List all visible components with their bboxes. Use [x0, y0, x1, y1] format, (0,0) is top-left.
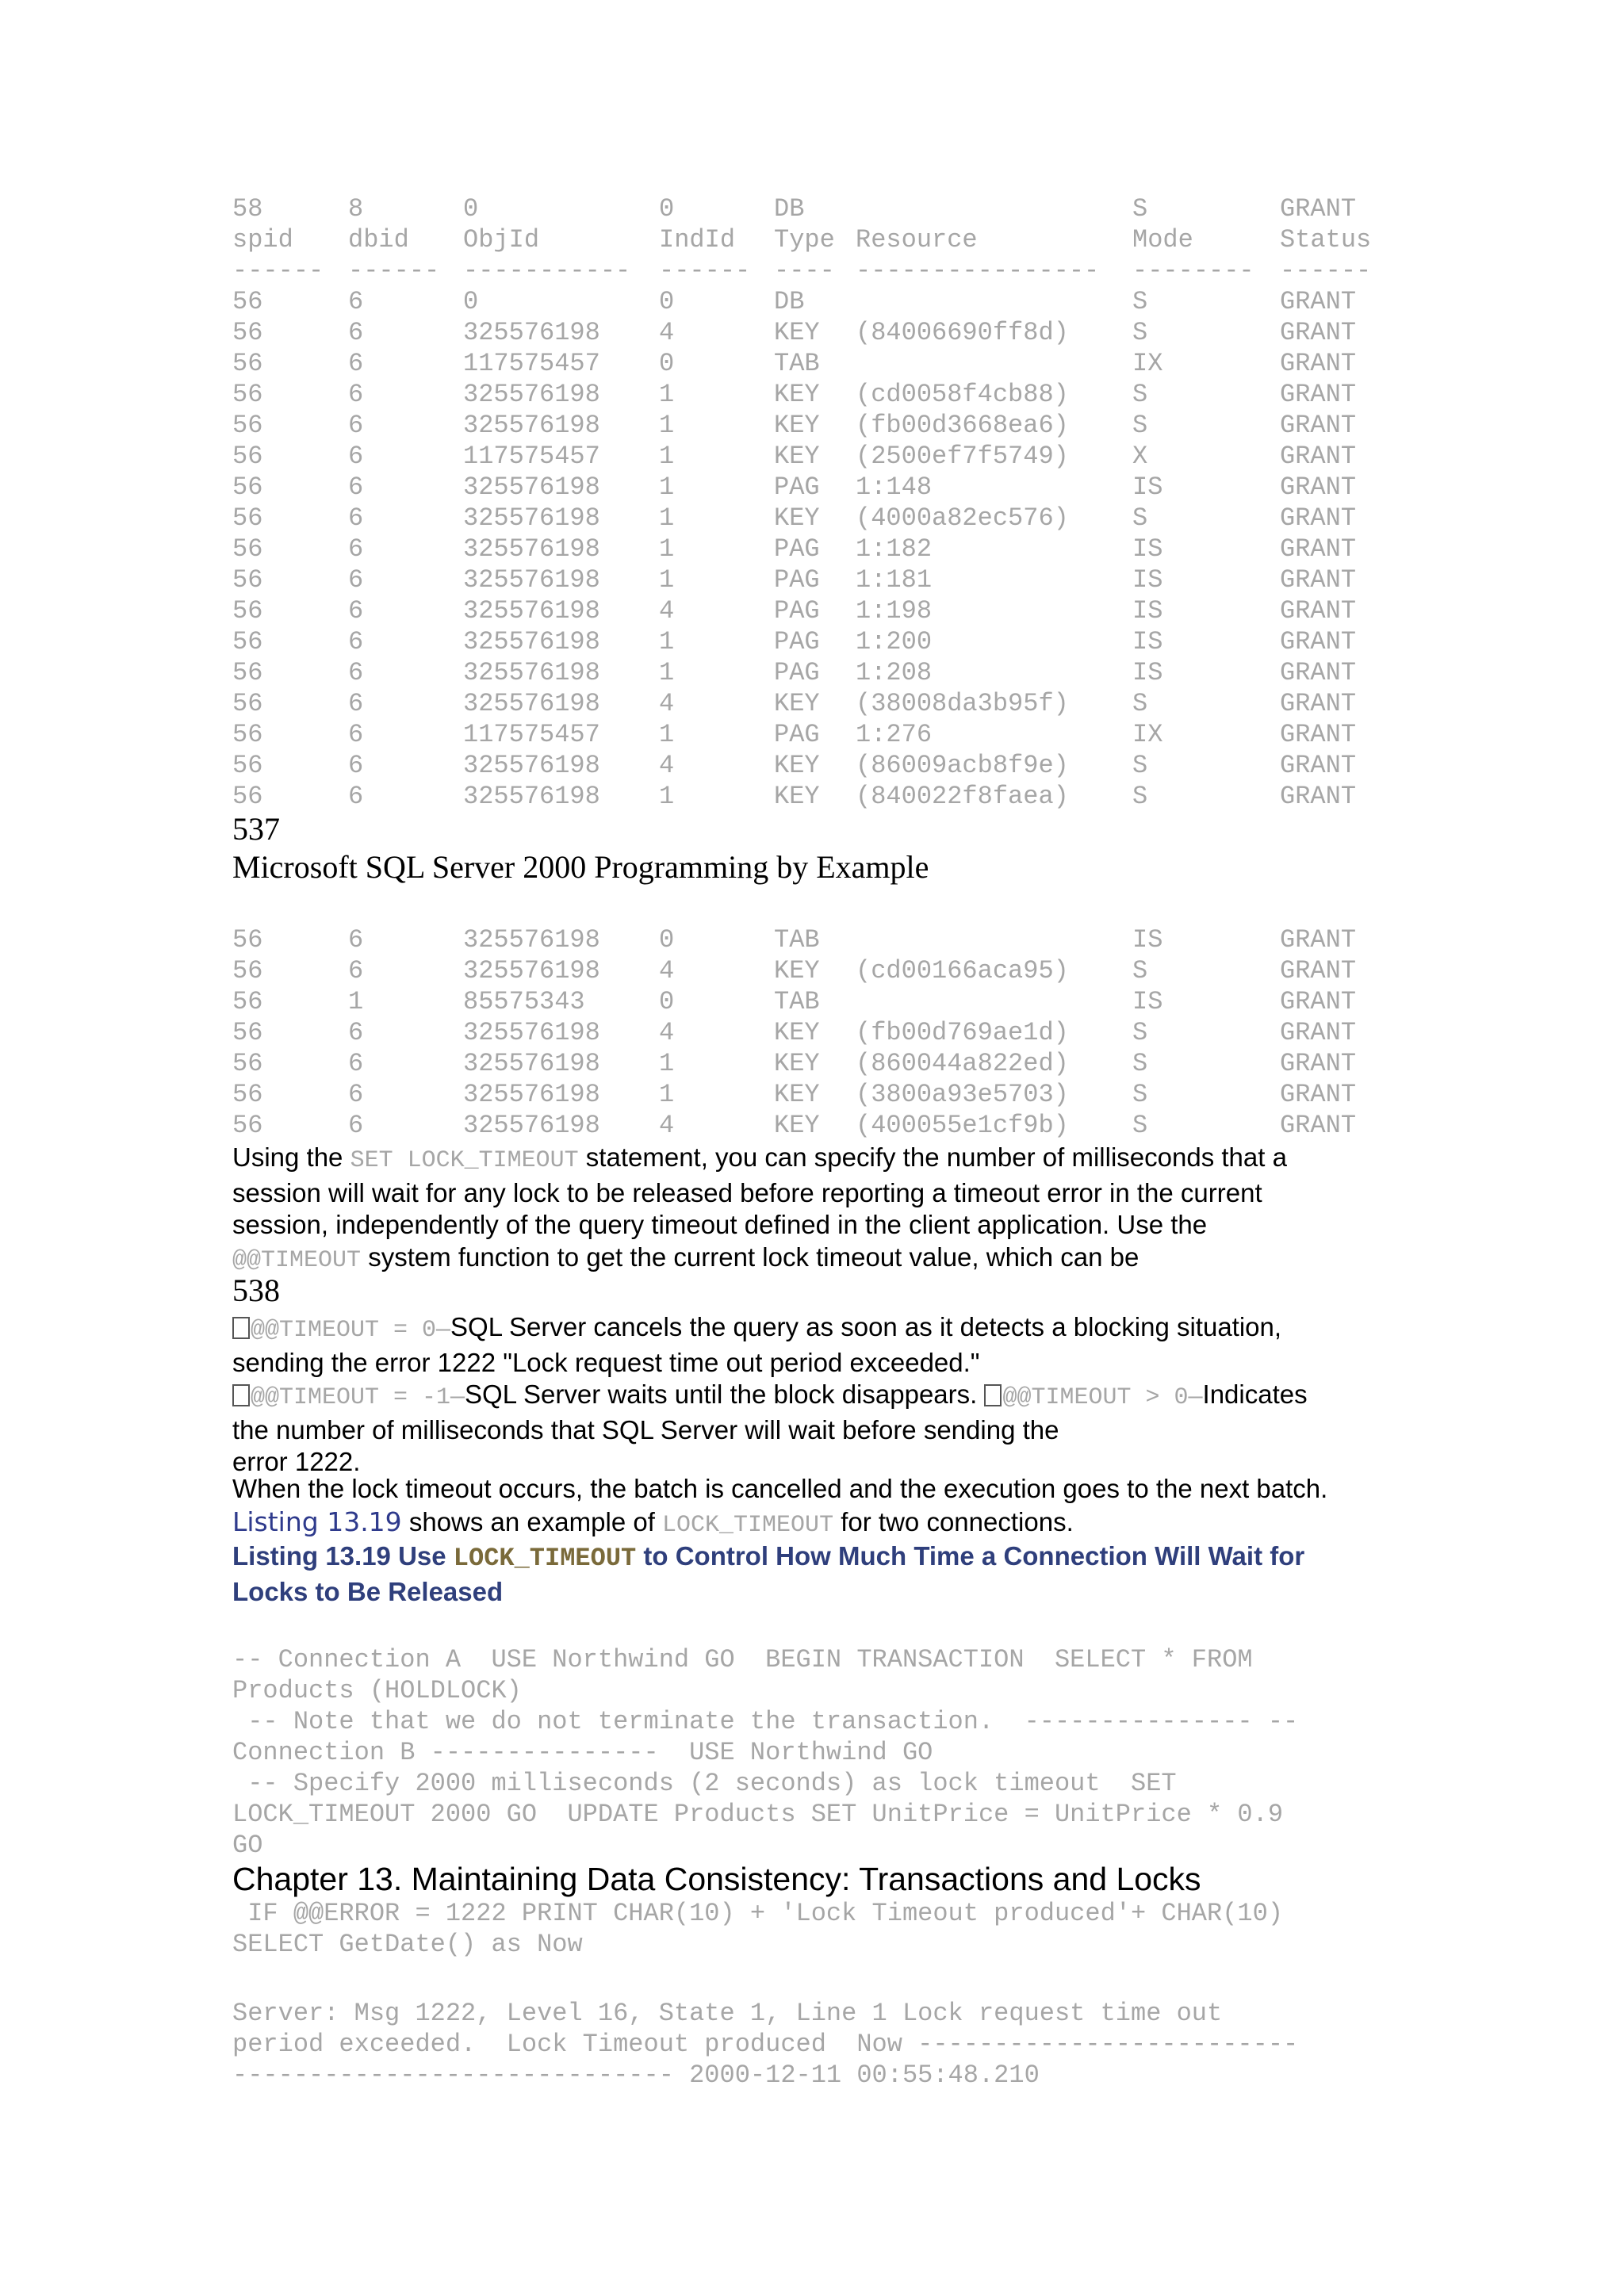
code-line: GO	[232, 1831, 263, 1860]
table-row: 56 6 325576198 1 KEY (cd0058f4cb88) S GRANT	[232, 380, 1357, 409]
code-line: period exceeded. Lock Timeout produced Now -------------------------	[232, 2030, 1299, 2059]
listing-caption: Listing 13.19 Use LOCK_TIMEOUT to Control How Much Time a Connection Will Wait for Locks to Be Released	[232, 1541, 1305, 1606]
lock-table-separator: ------ ------ ----------- ------ ---- ---------------- -------- ------	[232, 256, 1372, 285]
book-title: Microsoft SQL Server 2000 Programming by Example	[232, 849, 929, 885]
lock-table-1-body	[232, 286, 1357, 812]
page-number: 537	[232, 811, 280, 847]
bullet-box-icon	[232, 1317, 250, 1339]
page-number: 538	[232, 1272, 280, 1308]
table-row: 56 6 325576198 1 PAG 1:208 IS GRANT	[232, 658, 1357, 687]
code-line: Connection B --------------- USE Northwind GO	[232, 1738, 933, 1767]
code-line: ----------------------------- 2000-12-11 00:55:48.210	[232, 2061, 1040, 2090]
table-row: 56 6 325576198 1 KEY (4000a82ec576) S GRANT	[232, 503, 1357, 533]
list-item: @@TIMEOUT = -1—SQL Server waits until the block disappears. @@TIMEOUT > 0—Indicates	[232, 1379, 1398, 1414]
table-row: 56 6 325576198 4 PAG 1:198 IS GRANT	[232, 596, 1357, 626]
code-line: Products (HOLDLOCK)	[232, 1676, 522, 1705]
code-line: Server: Msg 1222, Level 16, State 1, Line 1 Lock request time out	[232, 1999, 1223, 2028]
listing-link[interactable]: Listing 13.19	[232, 1506, 402, 1537]
bullet-box-icon	[984, 1384, 1002, 1406]
inline-code: SET LOCK_TIMEOUT	[350, 1147, 579, 1174]
lock-table-1	[232, 193, 1372, 812]
list-item: @@TIMEOUT = 0—SQL Server cancels the query as soon as it detects a blocking situation,	[232, 1311, 1398, 1347]
code-listing-2	[232, 1898, 1283, 1960]
table-row: 56 6 325576198 1 KEY (840022f8faea) S GRANT	[232, 782, 1357, 811]
table-row: 56 6 325576198 1 PAG 1:181 IS GRANT	[232, 565, 1357, 595]
code-line: IF @@ERROR = 1222 PRINT CHAR(10) + 'Lock Timeout produced'+ CHAR(10)	[232, 1899, 1284, 1928]
table-row: 56 6 325576198 1 PAG 1:148 IS GRANT	[232, 473, 1357, 502]
code-line: -- Connection A USE Northwind GO BEGIN TRANSACTION SELECT * FROM	[232, 1645, 1253, 1674]
table-row: 56 6 0 0 DB S GRANT	[232, 287, 1357, 316]
bullet-box-icon	[232, 1384, 250, 1406]
code-line: SELECT GetDate() as Now	[232, 1930, 583, 1959]
paragraph-batch-cancelled: When the lock timeout occurs, the batch is cancelled and the execution goes to the next batch.	[232, 1474, 1328, 1503]
code-line: -- Specify 2000 milliseconds (2 seconds) as lock timeout SET	[232, 1769, 1177, 1798]
table-row: 56 6 325576198 1 PAG 1:182 IS GRANT	[232, 534, 1357, 564]
table-row: 56 6 117575457 0 TAB IX GRANT	[232, 349, 1357, 378]
chapter-title: Chapter 13. Maintaining Data Consistency: Transactions and Locks	[232, 1861, 1201, 1897]
table-row: 56 6 325576198 1 KEY (fb00d3668ea6) S GRANT	[232, 411, 1357, 440]
paragraph-listing-reference: Listing 13.19 shows an example of LOCK_TIMEOUT for two connections.	[232, 1506, 1074, 1539]
document-page: 58 8 0 0 DB S GRANT spid dbid ObjId IndId Type Resource Mode Status ------ ------ ----------- ------ ---- ---------------- -------- ------ 56 6 0 0 DB S GRANT 56 6 325576198 4 KEY (84006690ff8d) S GRANT 56 6 117575457 0 TAB IX GRANT 56 6 325576198 1 KEY (cd0058f4cb88) S GRANT 56 6 325576198 1 KEY (fb00d3668ea6) S GRANT 56 6 117575457 1 KEY (2500ef7f5749) X GRANT 56 6 325576198 1 PAG 1:148 IS GRANT 56 6 325576198 1 KEY (4000a82ec576) S GRANT 56 6 325576198 1 PAG 1:182 IS GRANT 56 6 325576198 1 PAG 1:181 IS GRANT 56 6 325576198 4 PAG 1:198 IS GRANT 56 6 325576198 1 PAG 1:200 IS GRANT 56 6 325576198 1 PAG 1:208 IS GRANT 56 6 325576198 4 KEY (38008da3b95f) S GRANT 56 6 117575457 1 PAG 1:276 IX GRANT 56 6 325576198 4 KEY (86009acb8f9e) S GRANT 56 6 325576198 1 KEY (840022f8faea) S GRANT 537 Microsoft SQL Server 2000 Programming by Example 56 6 325576198 0 TAB IS GRANT 56 6 325576198 4 KEY (cd00166aca95) S GRANT 56 1 85575343 0 TAB IS GRANT 56 6 325576198 4 KEY (fb00d769ae1d) S GRANT 56 6 325576198 1 KEY (860044a822ed) S GRANT 56 6 325576198 1 KEY (3800a93e5703) S GRANT 56 6 325576198 4 KEY (400055e1cf9b) S GRANT Using the SET LOCK_TIMEOUT statement, you can specify the number of milliseconds that a session will wait for any lock to be released before reporting a timeout error in the current session, independently of the query timeout defined in the client application. Use the @@TIMEOUT system function to get the current lock timeout value, which can be 538 @@TIMEOUT = 0—SQL Server cancels the query as soon as it detects a blocking situation, sending the error 1222 "Lock request time out period exceeded." @@TIMEOUT = -1—SQL Server waits until the block disappears. @@TIMEOUT > 0—Indicates the number of milliseconds that SQL Server will wait before sending the error 1222. When the lock timeout occurs, the batch is cancelled and the execution goes to the next batch. Listing 13.19 shows an example of LOCK_TIMEOUT for two connections. Listing 13.19 Use LOCK_TIMEOUT to Control How Much Time a Connection Will Wait for Locks to Be Released -- Connection A USE Northwind GO BEGIN TRANSACTION SELECT * FROM Products (HOLDLOCK) -- Note that we do not terminate the transaction. --------------- -- Connection B --------------- USE Northwind GO -- Specify 2000 milliseconds (2 seconds) as lock timeout SET LOCK_TIMEOUT 2000 GO UPDATE Products SET UnitPrice = UnitPrice * 0.9 GO Chapter 13. Maintaining Data Consistency: Transactions and Locks IF @@ERROR = 1222 PRINT CHAR(10) + 'Lock Timeout produced'+ CHAR(10) SELECT GetDate() as Now Server: Msg 1222, Level 16, State 1, Line 1 Lock request time out period exceeded. Lock Timeout produced Now ------------------------- ----------------------------- 2000-12-11 00:55:48.210	[0, 0, 1624, 2296]
code-line: -- Note that we do not terminate the transaction. --------------- --	[232, 1707, 1299, 1736]
code-line: LOCK_TIMEOUT 2000 GO UPDATE Products SET UnitPrice = UnitPrice * 0.9	[232, 1800, 1284, 1829]
table-row: 56 6 117575457 1 KEY (2500ef7f5749) X GRANT	[232, 442, 1357, 471]
code-listing-1	[232, 1644, 1298, 1861]
inline-code: @@TIMEOUT	[232, 1246, 362, 1274]
inline-code: LOCK_TIMEOUT	[662, 1512, 834, 1539]
table-row: 56 6 117575457 1 PAG 1:276 IX GRANT	[232, 720, 1357, 749]
table-row: 56 6 325576198 4 KEY (84006690ff8d) S GRANT	[232, 318, 1357, 347]
timeout-values-list: @@TIMEOUT = 0—SQL Server cancels the query as soon as it detects a blocking situation, sending the error 1222 "Lock request time out period exceeded." @@TIMEOUT = -1—SQL Server waits until the block disappears. @@TIMEOUT > 0—Indicates the number of milliseconds that SQL Server will wait before sending the error 1222.	[232, 1311, 1398, 1479]
table-row: 56 6 325576198 1 PAG 1:200 IS GRANT	[232, 627, 1357, 656]
lock-table-header: spid dbid ObjId IndId Type Resource Mode Status	[232, 225, 1372, 254]
paragraph-lock-timeout-intro: Using the SET LOCK_TIMEOUT statement, you can specify the number of milliseconds that a session will wait for any lock to be released before reporting a timeout error in the current session, independently of the query timeout defined in the client application. Use the @@TIMEOUT system function to get the current lock timeout value, which can be	[232, 1142, 1287, 1274]
table-row: 56 6 325576198 4 KEY (86009acb8f9e) S GRANT	[232, 751, 1357, 780]
lock-table-top-row: 58 8 0 0 DB S GRANT	[232, 194, 1357, 224]
code-output	[232, 1998, 1298, 2091]
table-row: 56 6 325576198 4 KEY (38008da3b95f) S GRANT	[232, 689, 1357, 718]
